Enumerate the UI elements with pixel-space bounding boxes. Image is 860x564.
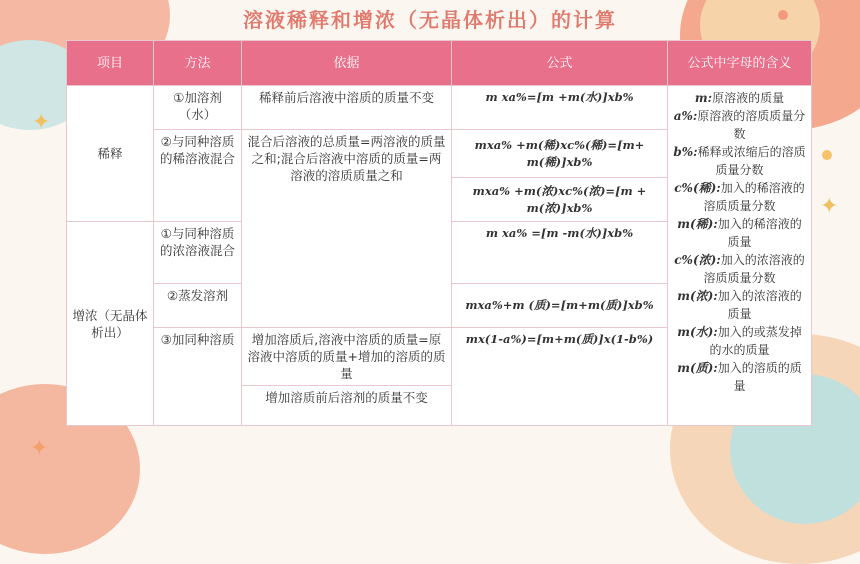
basis-cell: 增加溶质前后溶剂的质量不变 xyxy=(242,386,452,426)
method-cell: ③加同种溶质 xyxy=(154,328,242,426)
meaning-entry xyxy=(672,143,807,179)
method-cell: ①加溶剂（水） xyxy=(154,86,242,130)
formula-cell: mxa%+m (质)=[m+m(质)]xb% xyxy=(452,284,668,328)
basis-cell: 增加溶质后,溶液中溶质的质量=原溶液中溶质的质量+增加的溶质的质量 xyxy=(242,328,452,386)
formula-cell: m xa%=[m +m(水)]xb% xyxy=(452,86,668,130)
meaning-symbol: m(稀): xyxy=(677,217,718,231)
meaning-symbol: m(浓): xyxy=(677,289,718,303)
meaning-text: 加入的稀溶液的质量 xyxy=(717,217,802,249)
meaning-symbol: m(水): xyxy=(677,325,718,339)
meaning-entry xyxy=(672,215,807,251)
sparkle-icon: ✦ xyxy=(32,110,51,135)
meaning-symbol: a%: xyxy=(673,109,698,123)
meaning-text: 加入的浓溶液的质量 xyxy=(717,289,802,321)
dilution-table xyxy=(66,40,812,426)
sparkle-icon: ✦ xyxy=(30,436,49,461)
meaning-text: 原溶液的溶质质量分数 xyxy=(697,109,806,141)
meaning-cell xyxy=(668,86,812,426)
page-title: 溶液稀释和增浓（无晶体析出）的计算 xyxy=(243,8,617,32)
table-header-row xyxy=(67,41,812,86)
formula-cell: mxa% +m(浓)xc%(浓)=[m + m(浓)]xb% xyxy=(452,178,668,222)
header-formula: 公式 xyxy=(452,41,668,86)
header-basis: 依据 xyxy=(242,41,452,86)
sparkle-icon: ✦ xyxy=(820,194,839,219)
meaning-text: 加入的或蒸发掉的水的质量 xyxy=(709,325,802,357)
category-dilute: 稀释 xyxy=(67,86,154,222)
method-cell: ②蒸发溶剂 xyxy=(154,284,242,328)
basis-cell: 混合后溶液的总质量=两溶液的质量之和;混合后溶液中溶质的质量=两溶液的溶质质量之和 xyxy=(242,130,452,328)
meaning-text: 加入的溶质的质量 xyxy=(717,361,802,393)
category-concentrate: 增浓（无晶体析出） xyxy=(67,222,154,426)
meaning-entry xyxy=(672,323,807,359)
meaning-symbol: b%: xyxy=(673,145,698,159)
meaning-list xyxy=(672,89,807,395)
meaning-symbol: c%(稀): xyxy=(674,181,721,195)
header-method: 方法 xyxy=(154,41,242,86)
formula-cell: mx(1-a%)=[m+m(质)]x(1-b%) xyxy=(452,328,668,426)
meaning-symbol: c%(浓): xyxy=(674,253,721,267)
meaning-entry xyxy=(672,107,807,143)
meaning-text: 加入的浓溶液的溶质质量分数 xyxy=(703,253,805,285)
meaning-entry xyxy=(672,359,807,395)
method-cell: ①与同种溶质的浓溶液混合 xyxy=(154,222,242,284)
formula-cell: m xa% =[m -m(水)]xb% xyxy=(452,222,668,284)
table-row xyxy=(67,86,812,130)
basis-cell: 稀释前后溶液中溶质的质量不变 xyxy=(242,86,452,130)
header-item: 项目 xyxy=(67,41,154,86)
meaning-text: 稀释或浓缩后的溶质质量分数 xyxy=(697,145,806,177)
meaning-text: 原溶液的质量 xyxy=(712,91,785,105)
method-cell: ②与同种溶质的稀溶液混合 xyxy=(154,130,242,222)
meaning-entry xyxy=(672,89,807,107)
meaning-entry xyxy=(672,179,807,215)
meaning-entry xyxy=(672,287,807,323)
meaning-entry xyxy=(672,251,807,287)
decor-dot xyxy=(822,150,832,160)
meaning-symbol: m(质): xyxy=(677,361,718,375)
meaning-symbol: m: xyxy=(694,91,713,105)
formula-cell: mxa% +m(稀)xc%(稀)=[m+ m(稀)]xb% xyxy=(452,130,668,178)
header-meaning: 公式中字母的含义 xyxy=(668,41,812,86)
meaning-text: 加入的稀溶液的溶质质量分数 xyxy=(703,181,805,213)
